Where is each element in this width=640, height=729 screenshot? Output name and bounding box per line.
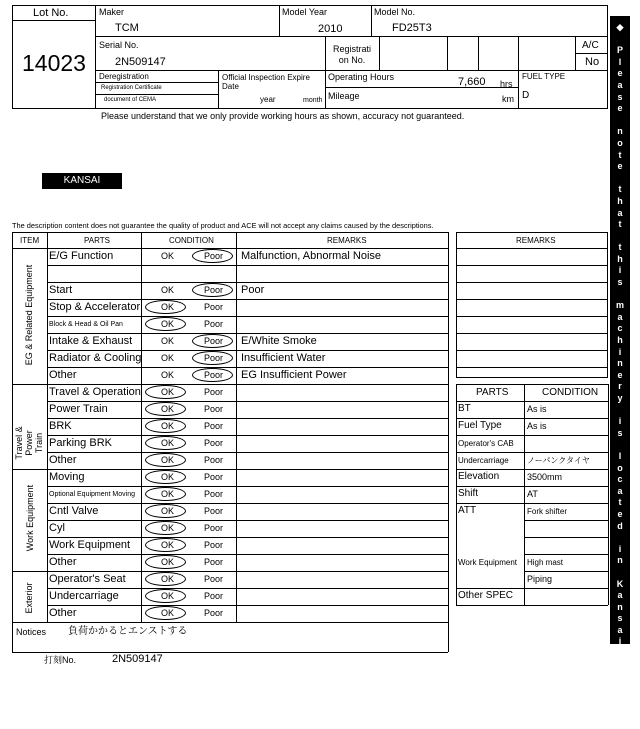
specs-part-label: ATT <box>458 505 477 516</box>
table-row <box>47 248 448 265</box>
table-row <box>47 605 448 622</box>
specs-part-label: Fuel Type <box>458 420 502 431</box>
sidebar-glyph <box>610 439 630 451</box>
table-row <box>47 452 448 469</box>
serial-label: Serial No. <box>99 40 139 50</box>
table-row <box>47 418 448 435</box>
poor-selected-circle <box>192 368 233 382</box>
year-label: year <box>260 95 276 104</box>
ok-option: OK <box>161 302 175 312</box>
row-remark: Malfunction, Abnormal Noise <box>241 250 382 262</box>
ok-selected-circle <box>145 606 186 620</box>
maker-label: Maker <box>99 7 125 17</box>
sidebar-glyph <box>610 289 630 301</box>
sidebar-glyph: t <box>618 184 622 195</box>
sidebar-glyph: ◆ <box>616 717 624 728</box>
remarks-row-line <box>456 367 608 368</box>
ok-option: OK <box>161 506 175 516</box>
poor-selected-circle <box>192 283 233 297</box>
sidebar-glyph: a <box>617 79 623 90</box>
sidebar-glyph <box>610 532 630 544</box>
remarks-row-line <box>456 333 608 334</box>
specs-part-label: Other SPEC <box>458 590 514 601</box>
sidebar-glyph: P <box>616 45 623 56</box>
poor-option: Poor <box>204 557 224 567</box>
ok-option: OK <box>161 336 175 346</box>
poor-option: Poor <box>204 421 224 431</box>
sidebar-glyph: K <box>616 578 624 589</box>
table-row <box>47 571 448 588</box>
specs-condition-value: As is <box>527 421 547 431</box>
hours-unit: hrs <box>500 79 513 89</box>
parts-header: PARTS <box>84 236 110 245</box>
sidebar-glyph: r <box>618 682 622 693</box>
table-border <box>12 652 448 653</box>
table-row <box>47 367 448 384</box>
ok-option: OK <box>161 574 175 584</box>
ok-selected-circle <box>145 453 186 467</box>
notices-value: 負荷かかるとエンストする <box>68 626 188 637</box>
row-part-label: E/G Function <box>49 250 114 262</box>
row-remark: Poor <box>241 284 265 296</box>
poor-option: Poor <box>204 251 224 261</box>
sidebar-glyph: n <box>617 358 623 369</box>
remarks-row-line <box>456 265 608 266</box>
sidebar-glyph: s <box>617 91 623 102</box>
ok-selected-circle <box>145 538 186 552</box>
lot-label: Lot No. <box>33 7 69 19</box>
ok-option: OK <box>161 455 175 465</box>
specs-row <box>456 571 608 588</box>
stamp-label: 打刻No. <box>44 655 77 665</box>
row-part-label: Other <box>49 369 77 381</box>
sidebar-glyph: a <box>617 590 623 601</box>
row-part-label: Moving <box>49 471 85 483</box>
specs-border <box>456 384 608 385</box>
specs-condition-value: As is <box>527 404 547 414</box>
poor-option: Poor <box>204 506 224 516</box>
sidebar-glyph: c <box>617 323 623 334</box>
condition-header: CONDITION <box>169 236 214 245</box>
ok-option: OK <box>161 319 175 329</box>
km-unit: km <box>502 94 514 104</box>
remarks-row-line <box>456 350 608 351</box>
fuel-type-value: D <box>522 90 530 101</box>
sidebar-glyph: s <box>617 427 623 438</box>
maker-value: TCM <box>115 22 139 34</box>
specs-condition-value: High mast <box>527 558 564 567</box>
row-part-label: Start <box>49 284 73 296</box>
poor-option: Poor <box>204 285 224 295</box>
ok-option: OK <box>161 472 175 482</box>
specs-row <box>456 418 608 435</box>
disclaimer-text: The description content does not guarantee the quality of product and ACE will not accept any claims caused by the descriptions. <box>12 221 434 230</box>
group-exterior-label: Exterior <box>24 582 34 614</box>
sidebar-glyph: e <box>617 103 623 114</box>
specs-row <box>456 503 608 520</box>
specs-parts-header: PARTS <box>476 387 509 398</box>
sidebar-glyph <box>610 115 630 127</box>
sidebar-glyph: a <box>617 671 623 682</box>
ac-label: A/C <box>582 40 599 51</box>
ok-option: OK <box>161 591 175 601</box>
poor-option: Poor <box>204 455 224 465</box>
model-year-value: 2010 <box>318 23 343 35</box>
table-row <box>47 316 448 333</box>
row-part-label: Cntl Valve <box>49 505 99 517</box>
poor-option: Poor <box>204 353 224 363</box>
ok-selected-circle <box>145 436 186 450</box>
sidebar-glyph: h <box>617 335 623 346</box>
row-part-label: Work Equipment <box>49 539 131 551</box>
model-no-value: FD25T3 <box>392 22 432 34</box>
sidebar-glyph: l <box>618 56 622 67</box>
poor-option: Poor <box>204 472 224 482</box>
specs-part-label: BT <box>458 403 471 414</box>
ok-option: OK <box>161 421 175 431</box>
working-hours-note: Please understand that we only provide working hours as shown, accuracy not guaranteed. <box>101 111 465 121</box>
sidebar-glyph: t <box>618 242 622 253</box>
right-remarks-header: REMARKS <box>516 236 556 245</box>
ok-selected-circle <box>145 504 186 518</box>
table-row <box>47 469 448 486</box>
table-row <box>47 350 448 367</box>
table-row <box>47 333 448 350</box>
specs-row <box>456 588 608 605</box>
poor-option: Poor <box>204 608 224 618</box>
table-row <box>47 503 448 520</box>
table-row <box>47 299 448 316</box>
sidebar-glyph: r <box>618 381 622 392</box>
specs-row <box>456 435 608 452</box>
sidebar-glyph <box>610 567 630 579</box>
ok-option: OK <box>161 540 175 550</box>
poor-option: Poor <box>204 302 224 312</box>
specs-row <box>456 486 608 503</box>
ok-selected-circle <box>145 487 186 501</box>
remarks-row-line <box>456 316 608 317</box>
specs-condition-value: AT <box>527 489 538 499</box>
specs-row <box>456 537 608 554</box>
group-work-label: Work Equipment <box>25 484 35 552</box>
row-remark: EG Insufficient Power <box>241 369 347 381</box>
row-part-label: BRK <box>49 420 72 432</box>
registration-certificate-label: Registration Certificate <box>101 85 162 91</box>
row-remark: Insufficient Water <box>241 352 326 364</box>
poor-selected-circle <box>192 351 233 365</box>
sidebar-glyph: s <box>617 277 623 288</box>
ok-option: OK <box>161 370 175 380</box>
sidebar-glyph: t <box>618 149 622 160</box>
ok-option: OK <box>161 608 175 618</box>
ok-selected-circle <box>145 572 186 586</box>
deregistration-label: Deregistration <box>99 72 149 81</box>
specs-row <box>456 401 608 418</box>
ok-selected-circle <box>145 589 186 603</box>
poor-selected-circle <box>192 334 233 348</box>
specs-condition-value: ノーパンクタイヤ <box>527 456 590 465</box>
table-border <box>12 232 13 652</box>
table-row <box>47 537 448 554</box>
sidebar-glyph: a <box>617 485 623 496</box>
table-row <box>47 282 448 299</box>
sidebar-glyph: n <box>617 555 623 566</box>
sidebar-glyph <box>610 405 630 417</box>
specs-row <box>456 452 608 469</box>
mileage-label: Mileage <box>328 91 360 101</box>
specs-condition-value: Piping <box>527 574 553 584</box>
row-part-label: Travel & Operation <box>49 386 141 398</box>
sidebar-glyph: i <box>618 543 622 554</box>
lot-number: 14023 <box>22 50 86 76</box>
poor-option: Poor <box>204 523 224 533</box>
sidebar-glyph: t <box>618 219 622 230</box>
item-header: ITEM <box>20 236 40 245</box>
sidebar-glyph: ◆ <box>616 22 624 32</box>
location-sidebar <box>610 16 630 728</box>
sidebar-glyph: d <box>617 694 623 705</box>
fuel-type-label: FUEL TYPE <box>522 72 566 81</box>
sidebar-glyph: i <box>618 416 622 427</box>
poor-option: Poor <box>204 370 224 380</box>
ok-selected-circle <box>145 402 186 416</box>
sidebar-glyph: o <box>617 137 623 148</box>
group-divider <box>12 622 448 623</box>
row-part-label: Cyl <box>49 522 65 534</box>
remarks-row-line <box>456 282 608 283</box>
table-border <box>448 232 449 652</box>
row-part-label: Undercarriage <box>49 590 119 602</box>
specs-row <box>456 554 608 571</box>
ok-selected-circle <box>145 555 186 569</box>
ok-option: OK <box>161 251 175 261</box>
operating-hours-value: 7,660 <box>458 76 486 88</box>
row-part-label: Radiator & Cooling <box>49 352 142 364</box>
ok-option: OK <box>161 285 175 295</box>
specs-condition-header: CONDITION <box>542 387 599 398</box>
sidebar-glyph: i <box>618 265 622 276</box>
sidebar-glyph: m <box>615 300 624 311</box>
row-part-label: Parking BRK <box>49 437 112 449</box>
sidebar-glyph: n <box>617 126 623 137</box>
sidebar-glyph: e <box>617 369 623 380</box>
specs-border <box>456 605 608 606</box>
sidebar-glyph: i <box>618 636 622 647</box>
table-row <box>47 554 448 571</box>
stamp-value: 2N509147 <box>112 653 163 665</box>
model-year-label: Model Year <box>282 7 328 17</box>
row-part-label: Power Train <box>49 403 108 415</box>
ok-selected-circle <box>145 419 186 433</box>
month-label: month <box>303 97 323 104</box>
table-border <box>12 232 448 233</box>
sidebar-glyph: h <box>617 253 623 264</box>
sidebar-glyph: d <box>617 520 623 531</box>
ok-option: OK <box>161 387 175 397</box>
table-row <box>47 520 448 537</box>
sidebar-glyph: s <box>617 613 623 624</box>
specs-part-label: Shift <box>458 488 479 499</box>
poor-selected-circle <box>192 249 233 263</box>
sidebar-glyph: n <box>617 601 623 612</box>
poor-option: Poor <box>204 574 224 584</box>
poor-option: Poor <box>204 387 224 397</box>
row-part-label: Other <box>49 607 77 619</box>
row-remark: E/White Smoke <box>241 335 317 347</box>
poor-option: Poor <box>204 404 224 414</box>
table-row <box>47 435 448 452</box>
ok-selected-circle <box>145 521 186 535</box>
ok-option: OK <box>161 438 175 448</box>
specs-row <box>456 520 608 537</box>
group-eg-label: EG & Related Equipment <box>24 264 34 366</box>
sidebar-glyph: a <box>617 311 623 322</box>
row-part-label: Stop & Accelerator <box>49 301 141 313</box>
sidebar-note <box>610 16 630 729</box>
group-travel-label: Travel & Power Train <box>14 426 44 460</box>
row-part-label: Intake & Exhaust <box>49 335 133 347</box>
poor-option: Poor <box>204 540 224 550</box>
table-row <box>47 486 448 503</box>
table-row <box>47 401 448 418</box>
sidebar-glyph <box>610 173 630 185</box>
sidebar-glyph <box>610 706 630 718</box>
sidebar-glyph: e <box>617 68 623 79</box>
sidebar-glyph: e <box>617 161 623 172</box>
ok-selected-circle <box>145 470 186 484</box>
sidebar-glyph: t <box>618 497 622 508</box>
operating-hours-label: Operating Hours <box>328 72 395 82</box>
poor-option: Poor <box>204 489 224 499</box>
sidebar-glyph <box>610 34 630 46</box>
ok-option: OK <box>161 523 175 533</box>
specs-part-label: Operator's CAB <box>458 439 514 448</box>
notices-label: Notices <box>16 627 47 637</box>
cema-document-label: document of CEMA <box>104 97 157 103</box>
poor-option: Poor <box>204 591 224 601</box>
specs-border <box>608 384 609 605</box>
sidebar-glyph: a <box>617 624 623 635</box>
specs-part-label: Work Equipment <box>458 558 517 567</box>
specs-part-label: Undercarriage <box>458 456 509 465</box>
ok-option: OK <box>161 557 175 567</box>
ok-selected-circle <box>145 300 186 314</box>
remarks-row-line <box>456 299 608 300</box>
sidebar-glyph: Y <box>616 659 623 670</box>
sidebar-glyph: a <box>617 207 623 218</box>
specs-row <box>456 469 608 486</box>
poor-option: Poor <box>204 336 224 346</box>
ok-option: OK <box>161 404 175 414</box>
specs-condition-value: Fork shifter <box>527 507 568 516</box>
row-part-label: Optional Equipment Moving <box>49 491 135 498</box>
table-row <box>47 265 448 282</box>
sidebar-glyph: i <box>618 346 622 357</box>
remarks-header: REMARKS <box>327 236 367 245</box>
official-inspection-label: Official Inspection Expire Date <box>222 73 310 91</box>
sidebar-glyph: e <box>617 508 623 519</box>
poor-option: Poor <box>204 319 224 329</box>
row-part-label: Other <box>49 556 77 568</box>
ac-value: No <box>585 56 600 68</box>
row-part-label: Operator's Seat <box>49 573 126 585</box>
ok-option: OK <box>161 489 175 499</box>
ok-selected-circle <box>145 317 186 331</box>
table-row <box>47 384 448 401</box>
sidebar-glyph <box>610 648 630 660</box>
ok-option: OK <box>161 353 175 363</box>
sidebar-glyph: h <box>617 195 623 206</box>
table-row <box>47 588 448 605</box>
ok-selected-circle <box>145 385 186 399</box>
registration-label: Registrati on No. <box>332 44 371 65</box>
sidebar-glyph: c <box>617 474 623 485</box>
sidebar-glyph: l <box>618 450 622 461</box>
specs-part-label: Elevation <box>458 471 500 482</box>
sidebar-glyph: y <box>617 393 623 403</box>
serial-value: 2N509147 <box>115 56 166 68</box>
location-badge: KANSAI <box>42 173 122 189</box>
row-part-label: Other <box>49 454 77 466</box>
model-no-label: Model No. <box>374 7 416 17</box>
specs-condition-value: 3500mm <box>527 472 563 482</box>
sidebar-glyph <box>610 231 630 243</box>
sidebar-glyph: o <box>617 462 623 473</box>
poor-option: Poor <box>204 438 224 448</box>
row-part-label: Block & Head & Oil Pan <box>49 321 123 328</box>
